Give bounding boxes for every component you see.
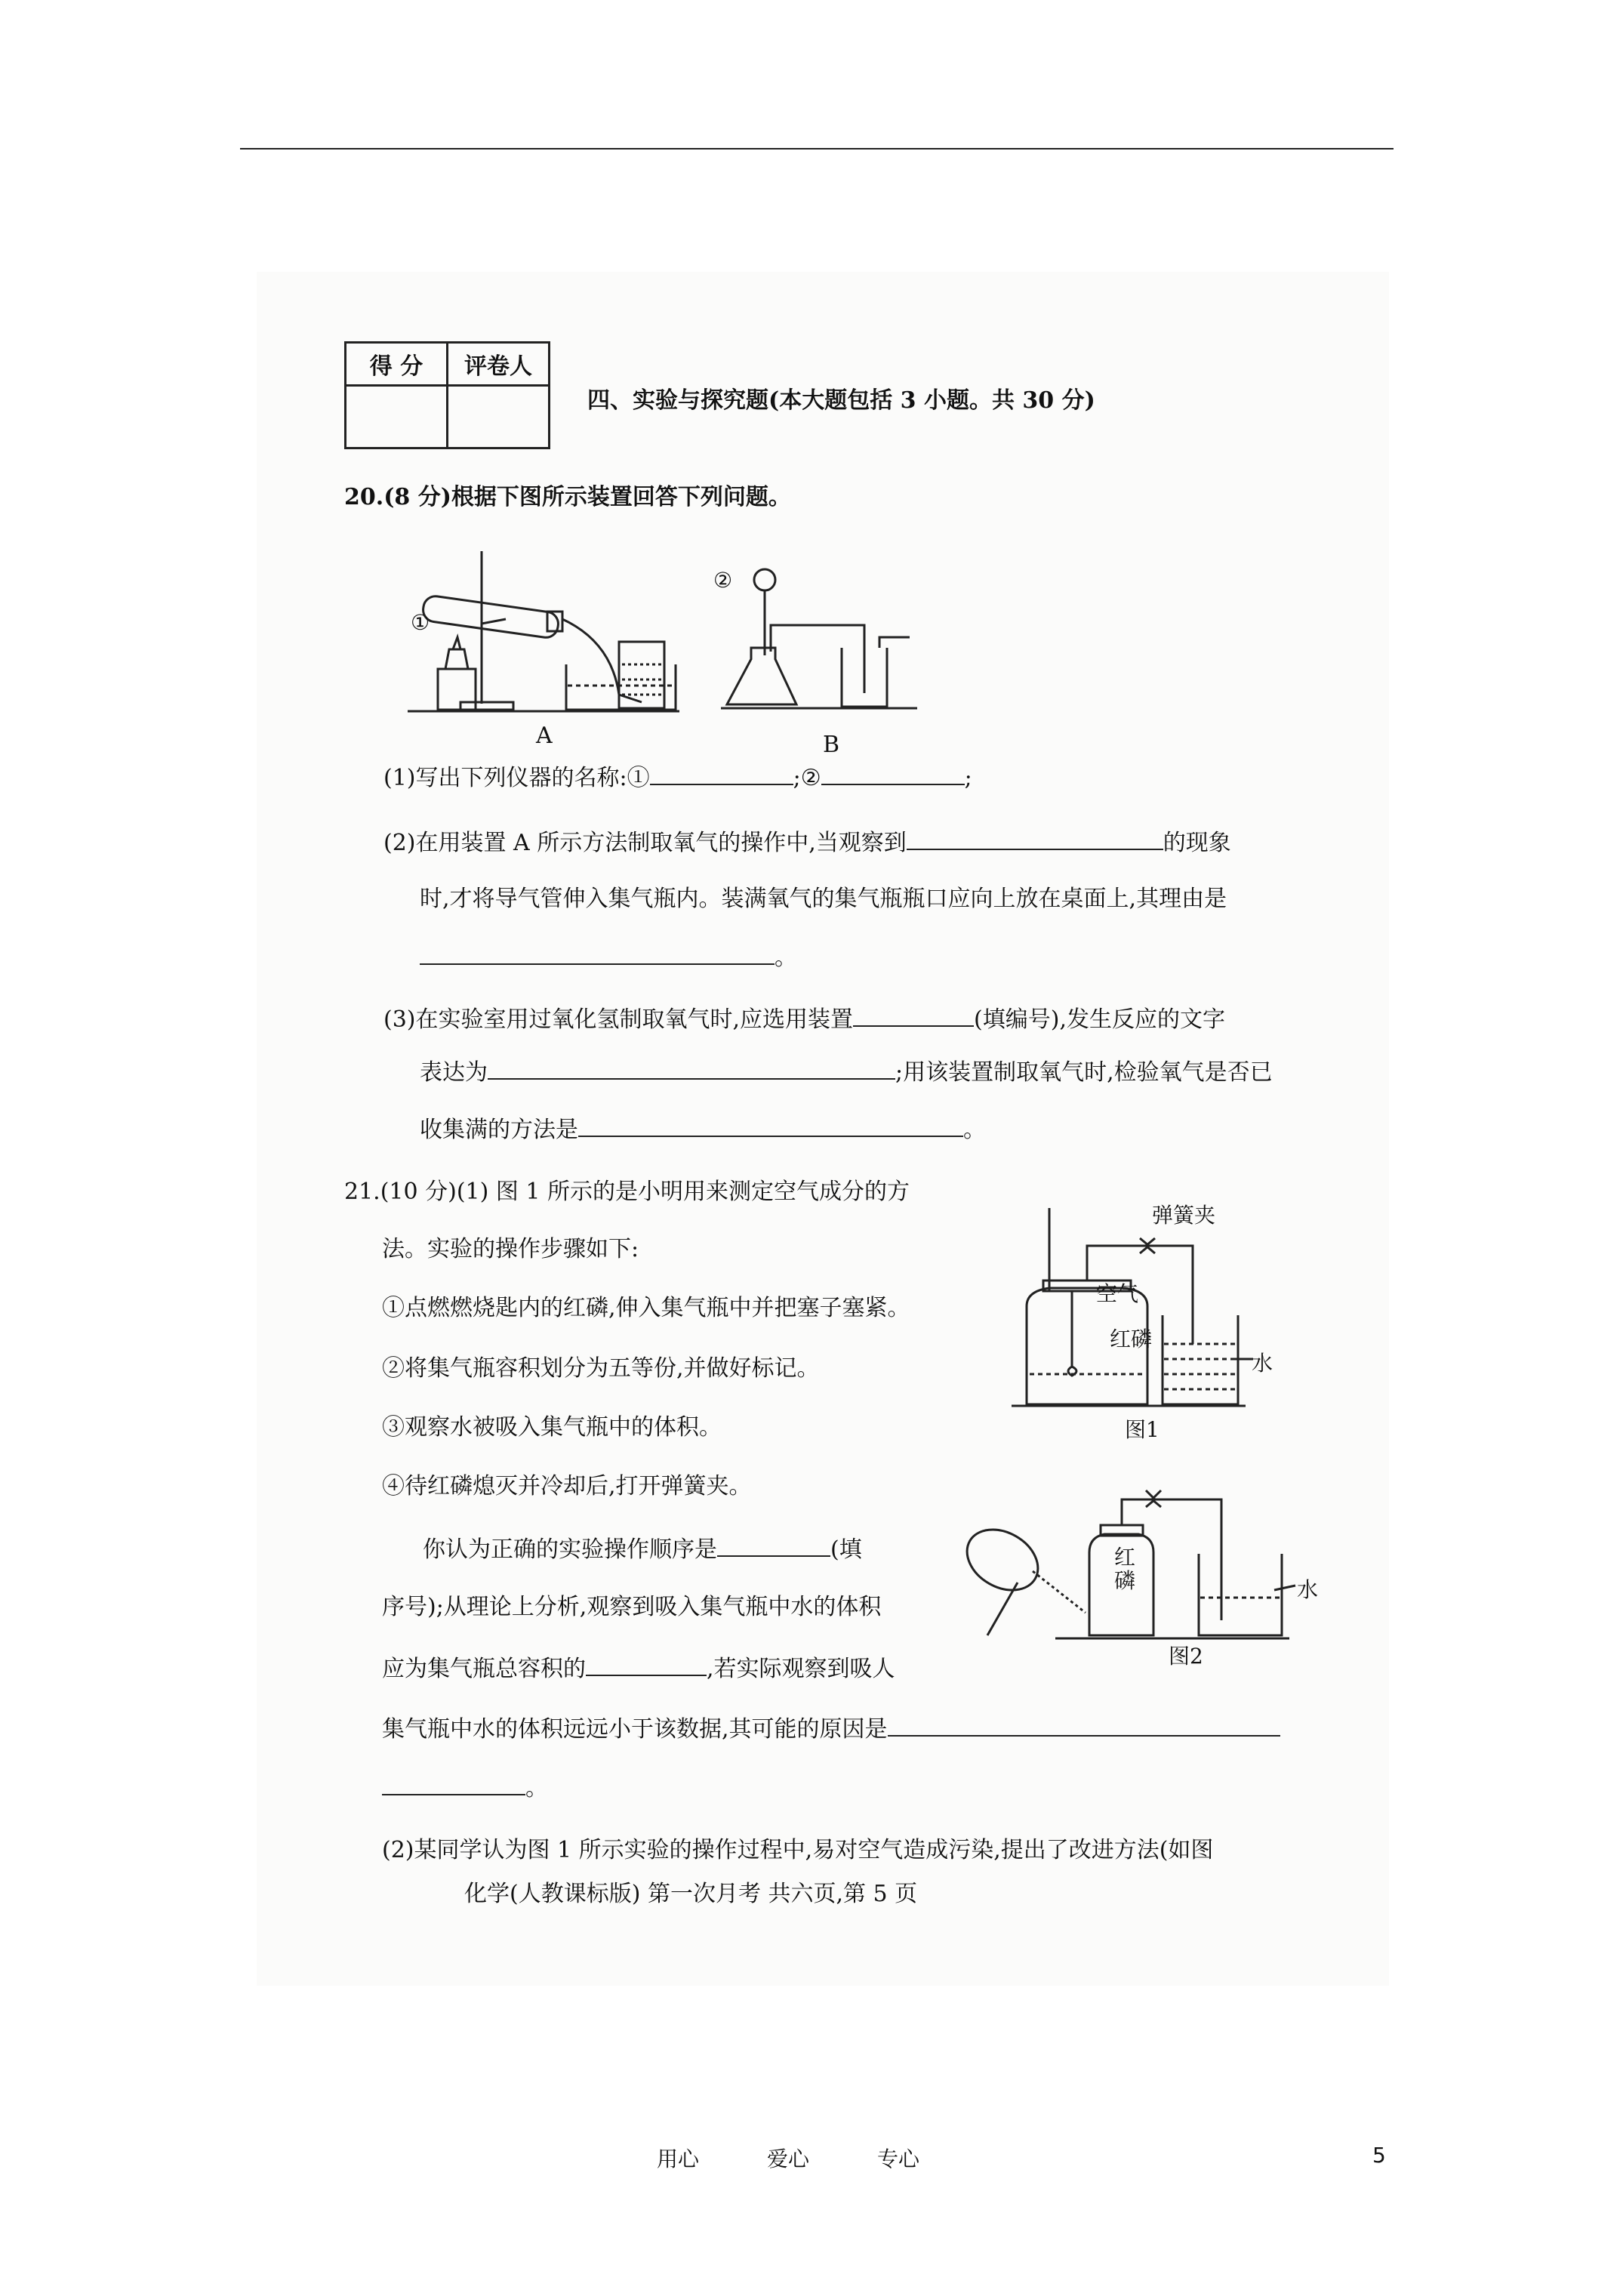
label-instrument-2: ②	[713, 568, 733, 593]
footer-word-3: 专心	[877, 2147, 920, 2171]
blank-order[interactable]	[717, 1536, 830, 1557]
q20-part2-line3: 。	[420, 944, 797, 969]
page-number: 5	[1372, 2143, 1386, 2168]
label-water-2: 水	[1297, 1577, 1319, 1602]
blank-expression[interactable]	[488, 1059, 895, 1080]
blank-cause-cont[interactable]	[382, 1774, 525, 1795]
q20-part2-line1: (2)在用装置 A 所示方法制取氧气的操作中,当观察到 的现象	[383, 830, 1231, 856]
figure-2	[957, 1484, 1319, 1669]
label-air: 空气	[1096, 1281, 1139, 1306]
q21-part2-line: (2)某同学认为图 1 所示实验的操作过程中,易对空气造成污染,提出了改进方法(如图	[382, 1837, 1214, 1863]
blank-cause[interactable]	[888, 1715, 1280, 1737]
figure-apparatus-b	[713, 565, 917, 716]
q21-line1: 21.(10 分)(1) 图 1 所示的是小明用来测定空气成分的方	[344, 1179, 910, 1205]
blank-instrument-2[interactable]	[821, 764, 965, 785]
q21-reason-line: 集气瓶中水的体积远远小于该数据,其可能的原因是	[382, 1715, 1280, 1741]
grader-cell	[448, 386, 550, 448]
q20-part3-line1: (3)在实验室用过氧化氢制取氧气时,应选用装置 (填编号),发生反应的文字	[383, 1006, 1225, 1033]
blank-observation[interactable]	[907, 829, 1163, 850]
header-rule	[240, 148, 1394, 149]
q21-fraction-line: 应为集气瓶总容积的 ,若实际观察到吸人	[382, 1656, 895, 1682]
q21-step2: ②将集气瓶容积划分为五等份,并做好标记。	[382, 1355, 820, 1382]
figure-2-caption: 图2	[1169, 1644, 1203, 1669]
blank-device[interactable]	[853, 1006, 974, 1027]
score-cell	[346, 386, 448, 448]
grader-header: 评卷人	[448, 343, 550, 386]
label-spring-clamp: 弹簧夹	[1152, 1203, 1216, 1228]
q20-part3-line2: 表达为 ;用该装置制取氧气时,检验氧气是否已	[420, 1059, 1273, 1086]
score-table	[344, 341, 550, 449]
label-instrument-1: ①	[411, 610, 430, 635]
footer-word-1: 用心	[657, 2147, 700, 2171]
q21-step1: ①点燃燃烧匙内的红磷,伸入集气瓶中并把塞子塞紧。	[382, 1295, 910, 1321]
blank-reason[interactable]	[420, 944, 775, 965]
figure-1-caption: 图1	[1125, 1417, 1160, 1442]
q21-step3: ③观察水被吸入集气瓶中的体积。	[382, 1414, 722, 1441]
label-red-phosphorus-1: 红磷	[1110, 1327, 1153, 1351]
blank-fraction[interactable]	[586, 1655, 707, 1676]
q20-part1: (1)写出下列仪器的名称:① ;② ;	[383, 765, 972, 791]
blank-instrument-1[interactable]	[650, 764, 793, 785]
q21-step4: ④待红磷熄灭并冷却后,打开弹簧夹。	[382, 1473, 752, 1499]
label-red-phosphorus-2: 红磷	[1114, 1545, 1136, 1593]
q20-part2-line2: 时,才将导气管伸入集气瓶内。装满氧气的集气瓶瓶口应向上放在桌面上,其理由是	[420, 886, 1227, 912]
score-header: 得 分	[346, 343, 448, 386]
figure-1	[1012, 1193, 1298, 1442]
q21-line2: 法。实验的操作步骤如下:	[382, 1236, 639, 1262]
figure-apparatus-a	[393, 544, 694, 725]
caption-a: A	[536, 723, 553, 749]
exam-page-footer: 化学(人教课标版) 第一次月考 共六页,第 5 页	[464, 1881, 918, 1907]
q21-reason-line2: 。	[382, 1774, 548, 1800]
caption-b: B	[823, 732, 840, 758]
q20-header: 20.(8 分)根据下图所示装置回答下列问题。	[344, 484, 791, 510]
q20-part3-line3: 收集满的方法是 。	[420, 1117, 986, 1143]
blank-check-method[interactable]	[578, 1116, 963, 1137]
footer-word-2: 爱心	[767, 2147, 810, 2171]
label-water-1: 水	[1252, 1351, 1273, 1376]
section-title: 四、实验与探究题(本大题包括 3 小题。共 30 分)	[587, 387, 1095, 414]
q21-order-line2: 序号);从理论上分析,观察到吸入集气瓶中水的体积	[382, 1594, 882, 1620]
q21-order-line: 你认为正确的实验操作顺序是 (填	[423, 1536, 862, 1563]
